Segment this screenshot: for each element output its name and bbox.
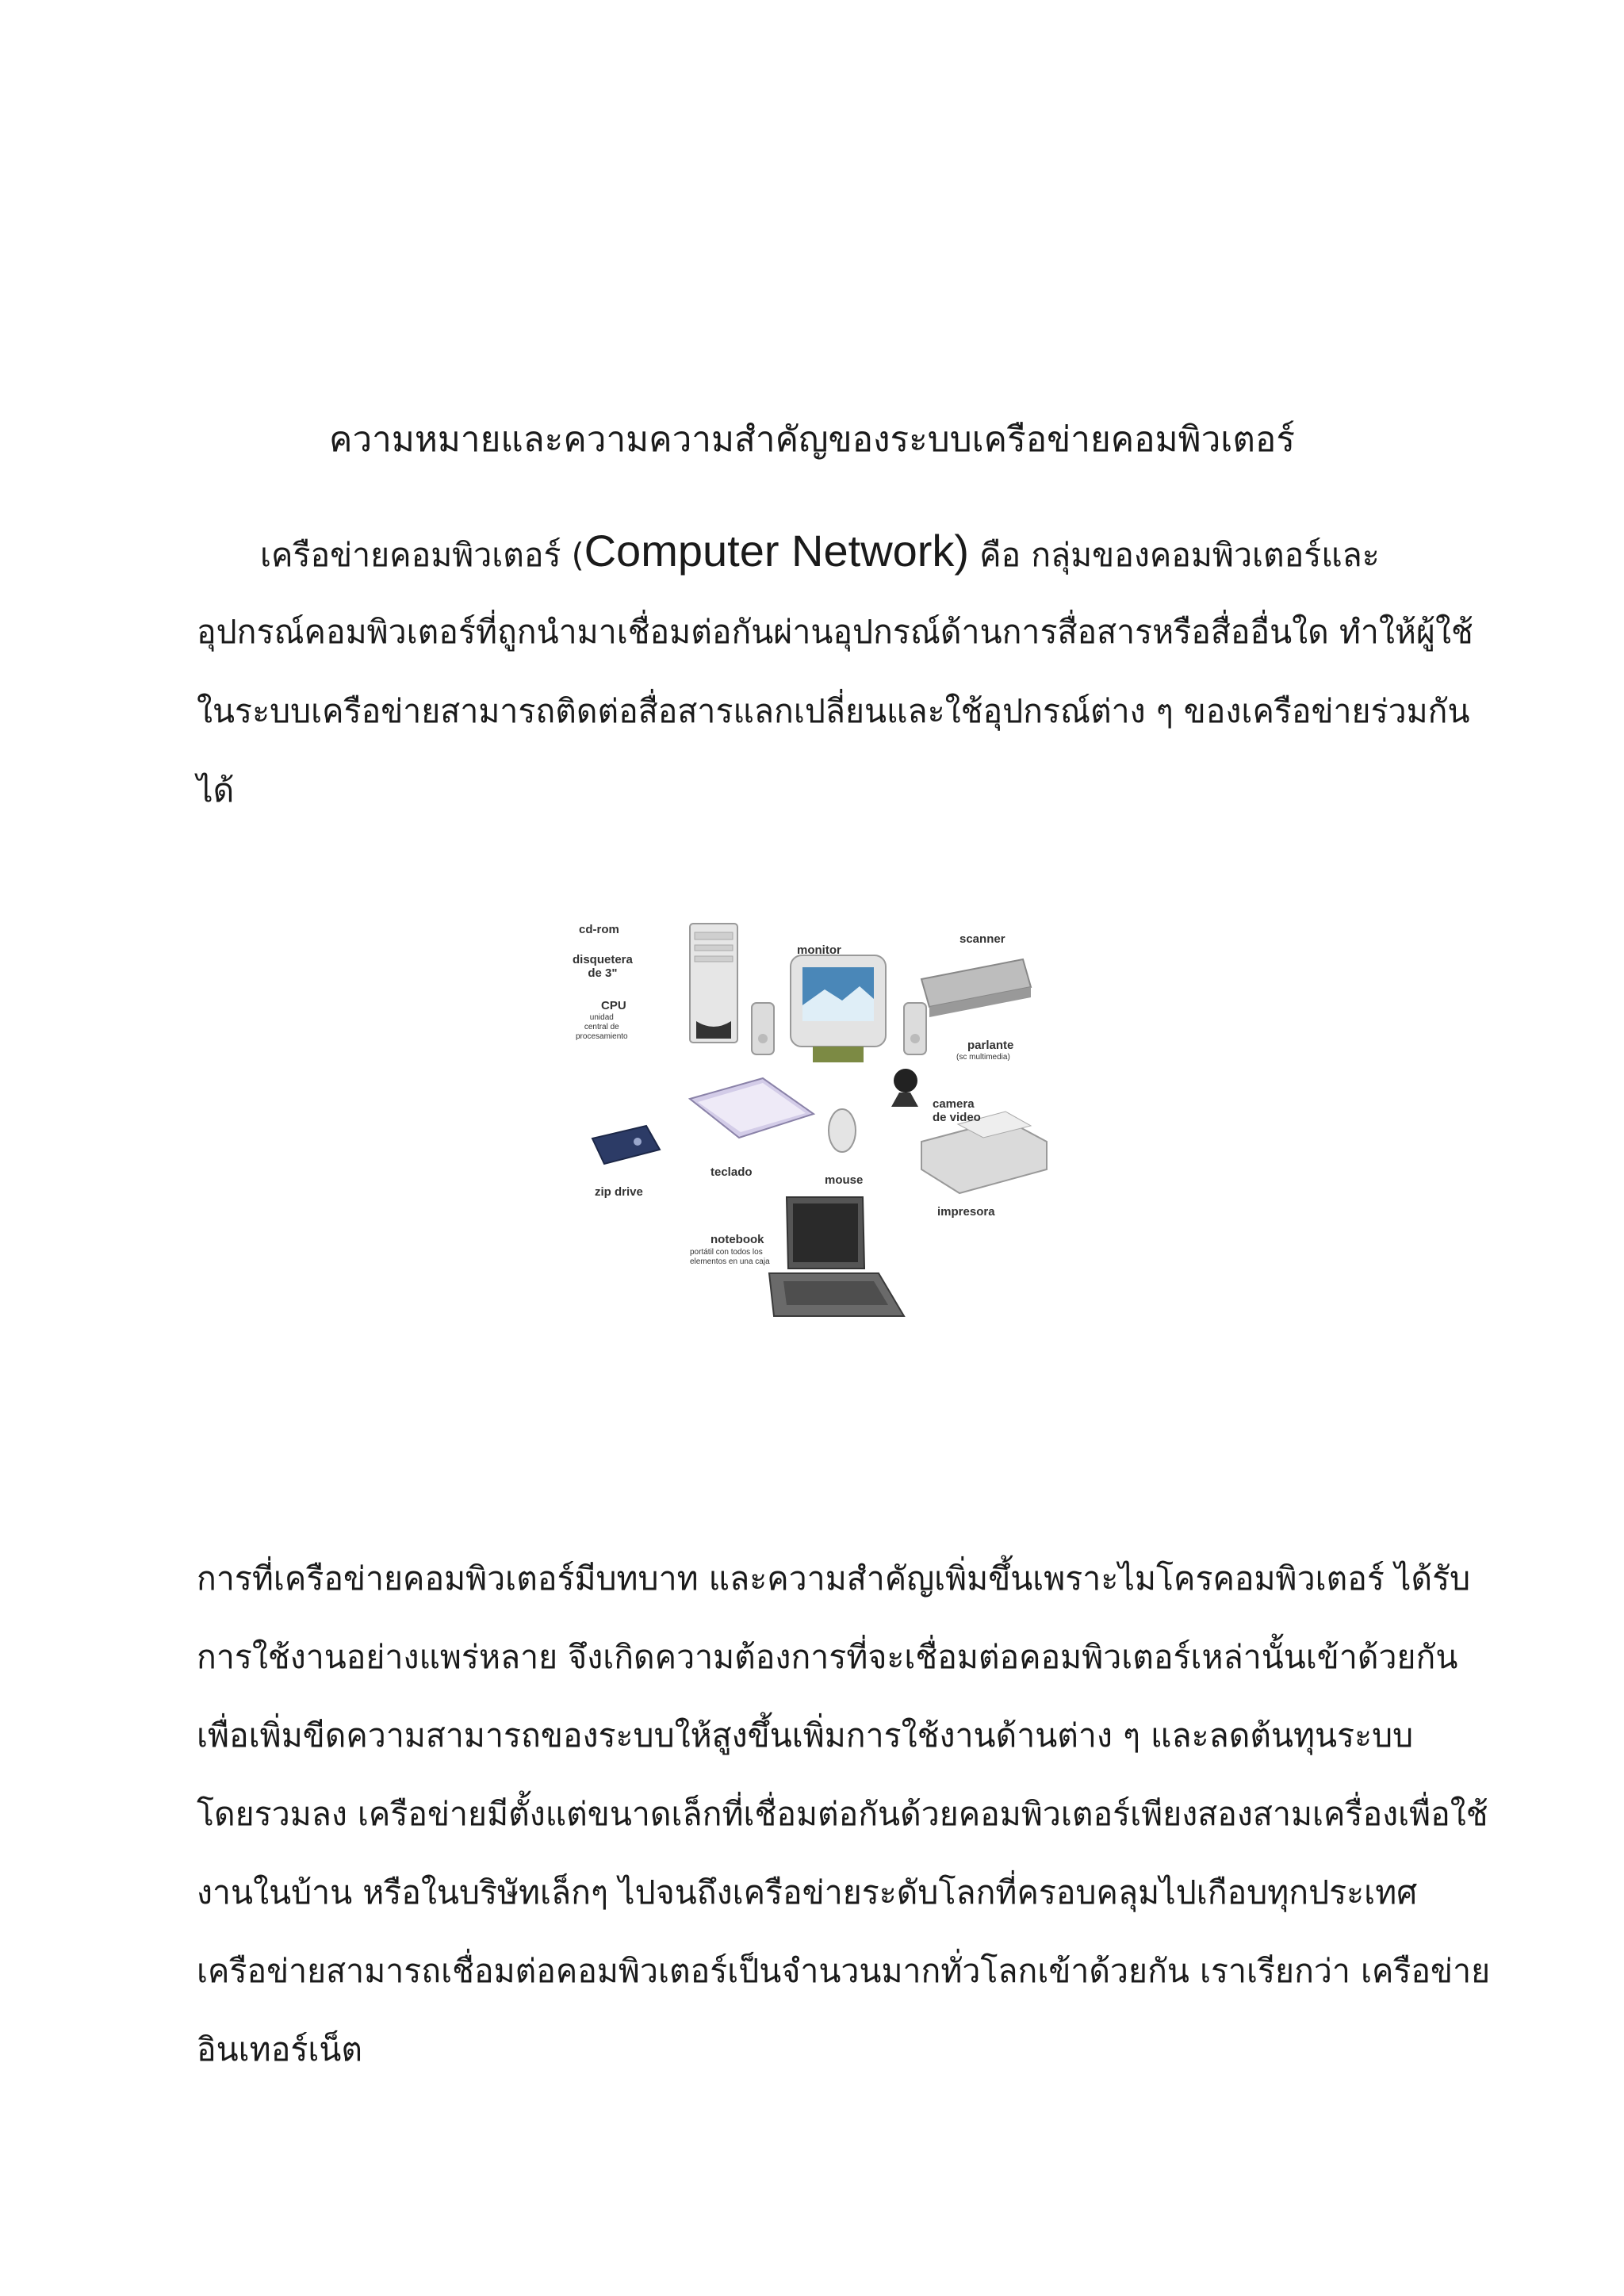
label-cd-rom: cd-rom [579,923,619,936]
speaker-right-image [904,1003,926,1054]
paragraph-line [260,523,1380,579]
monitor-image [791,955,886,1062]
label-monitor: monitor [797,943,841,957]
paragraph-line: โดยรวมลง เครือข่ายมีตั้งแต่ขนาดเล็กที่เชื่อมต่อกันด้วยคอมพิวเตอร์เพียงสองสามเครื่องเพื่อใช้ [197,1795,1488,1833]
scanner-image [921,959,1031,1017]
label-scanner: scanner [959,932,1005,946]
label-impresora: impresora [937,1205,995,1219]
paragraph-line: ได้ [197,771,235,809]
paragraph-line: เครือข่ายสามารถเชื่อมต่อคอมพิวเตอร์เป็นจำนวนมากทั่วโลกเข้าด้วยกัน เราเรียกว่า เครือข่าย [197,1952,1491,1990]
keyboard-image [690,1078,814,1138]
paragraph-line: อินเทอร์เน็ต [197,2030,363,2068]
webcam-image [891,1069,918,1107]
paragraph-line: การที่เครือข่ายคอมพิวเตอร์มีบทบาท และความสำคัญเพิ่มขึ้นเพราะไมโครคอมพิวเตอร์ ได้รับ [197,1559,1471,1598]
mouse-image [829,1109,856,1152]
text-segment: เครือข่ายคอมพิวเตอร์ ( [260,536,584,574]
paragraph-line: เพื่อเพิ่มขีดความสามารถของระบบให้สูงขึ้นเพิ่มการใช้งานด้านต่าง ๆ และลดต้นทุนระบบ [197,1716,1414,1755]
speaker-left-image [752,1003,774,1054]
zip-drive-image [592,1126,660,1164]
label-disquetera: disquetera de 3" [573,953,633,980]
paragraph-line: อุปกรณ์คอมพิวเตอร์ที่ถูกนำมาเชื่อมต่อกันผ่านอุปกรณ์ด้านการสื่อสารหรือสื่ออื่นใด ทำให้ผู้ใช้ [197,613,1473,651]
page-title: ความหมายและความความสำคัญของระบบเครือข่ายคอมพิวเตอร์ [329,419,1295,460]
notebook-image [769,1197,904,1316]
english-term: Computer Network) [584,526,970,576]
label-cpu: CPU [601,999,626,1012]
computer-components-figure [555,912,1063,1340]
label-notebook: notebook [710,1233,764,1246]
label-parlante: parlante [967,1039,1014,1052]
text-segment: คือ กลุ่มของคอมพิวเตอร์และ [969,536,1380,574]
paragraph-line: ในระบบเครือข่ายสามารถติดต่อสื่อสารแลกเปลี่ยนและใช้อุปกรณ์ต่าง ๆ ของเครือข่ายร่วมกัน [197,692,1470,730]
cpu-tower-image [690,924,737,1043]
label-cpu-description: unidad central de procesamiento [576,1013,628,1041]
paragraph-line: การใช้งานอย่างแพร่หลาย จึงเกิดความต้องการที่จะเชื่อมต่อคอมพิวเตอร์เหล่านั้นเข้าด้วยกัน [197,1638,1458,1676]
label-teclado: teclado [710,1165,753,1179]
label-zip-drive: zip drive [595,1185,643,1199]
label-mouse: mouse [825,1173,864,1187]
label-parlante-description: (sc multimedia) [956,1053,1010,1062]
label-notebook-description: portátil con todos los elementos en una caja [690,1248,770,1266]
paragraph-line: งานในบ้าน หรือในบริษัทเล็กๆ ไปจนถึงเครือข่ายระดับโลกที่ครอบคลุมไปเกือบทุกประเทศ [197,1873,1418,1911]
label-camera: camera de video [933,1097,981,1124]
